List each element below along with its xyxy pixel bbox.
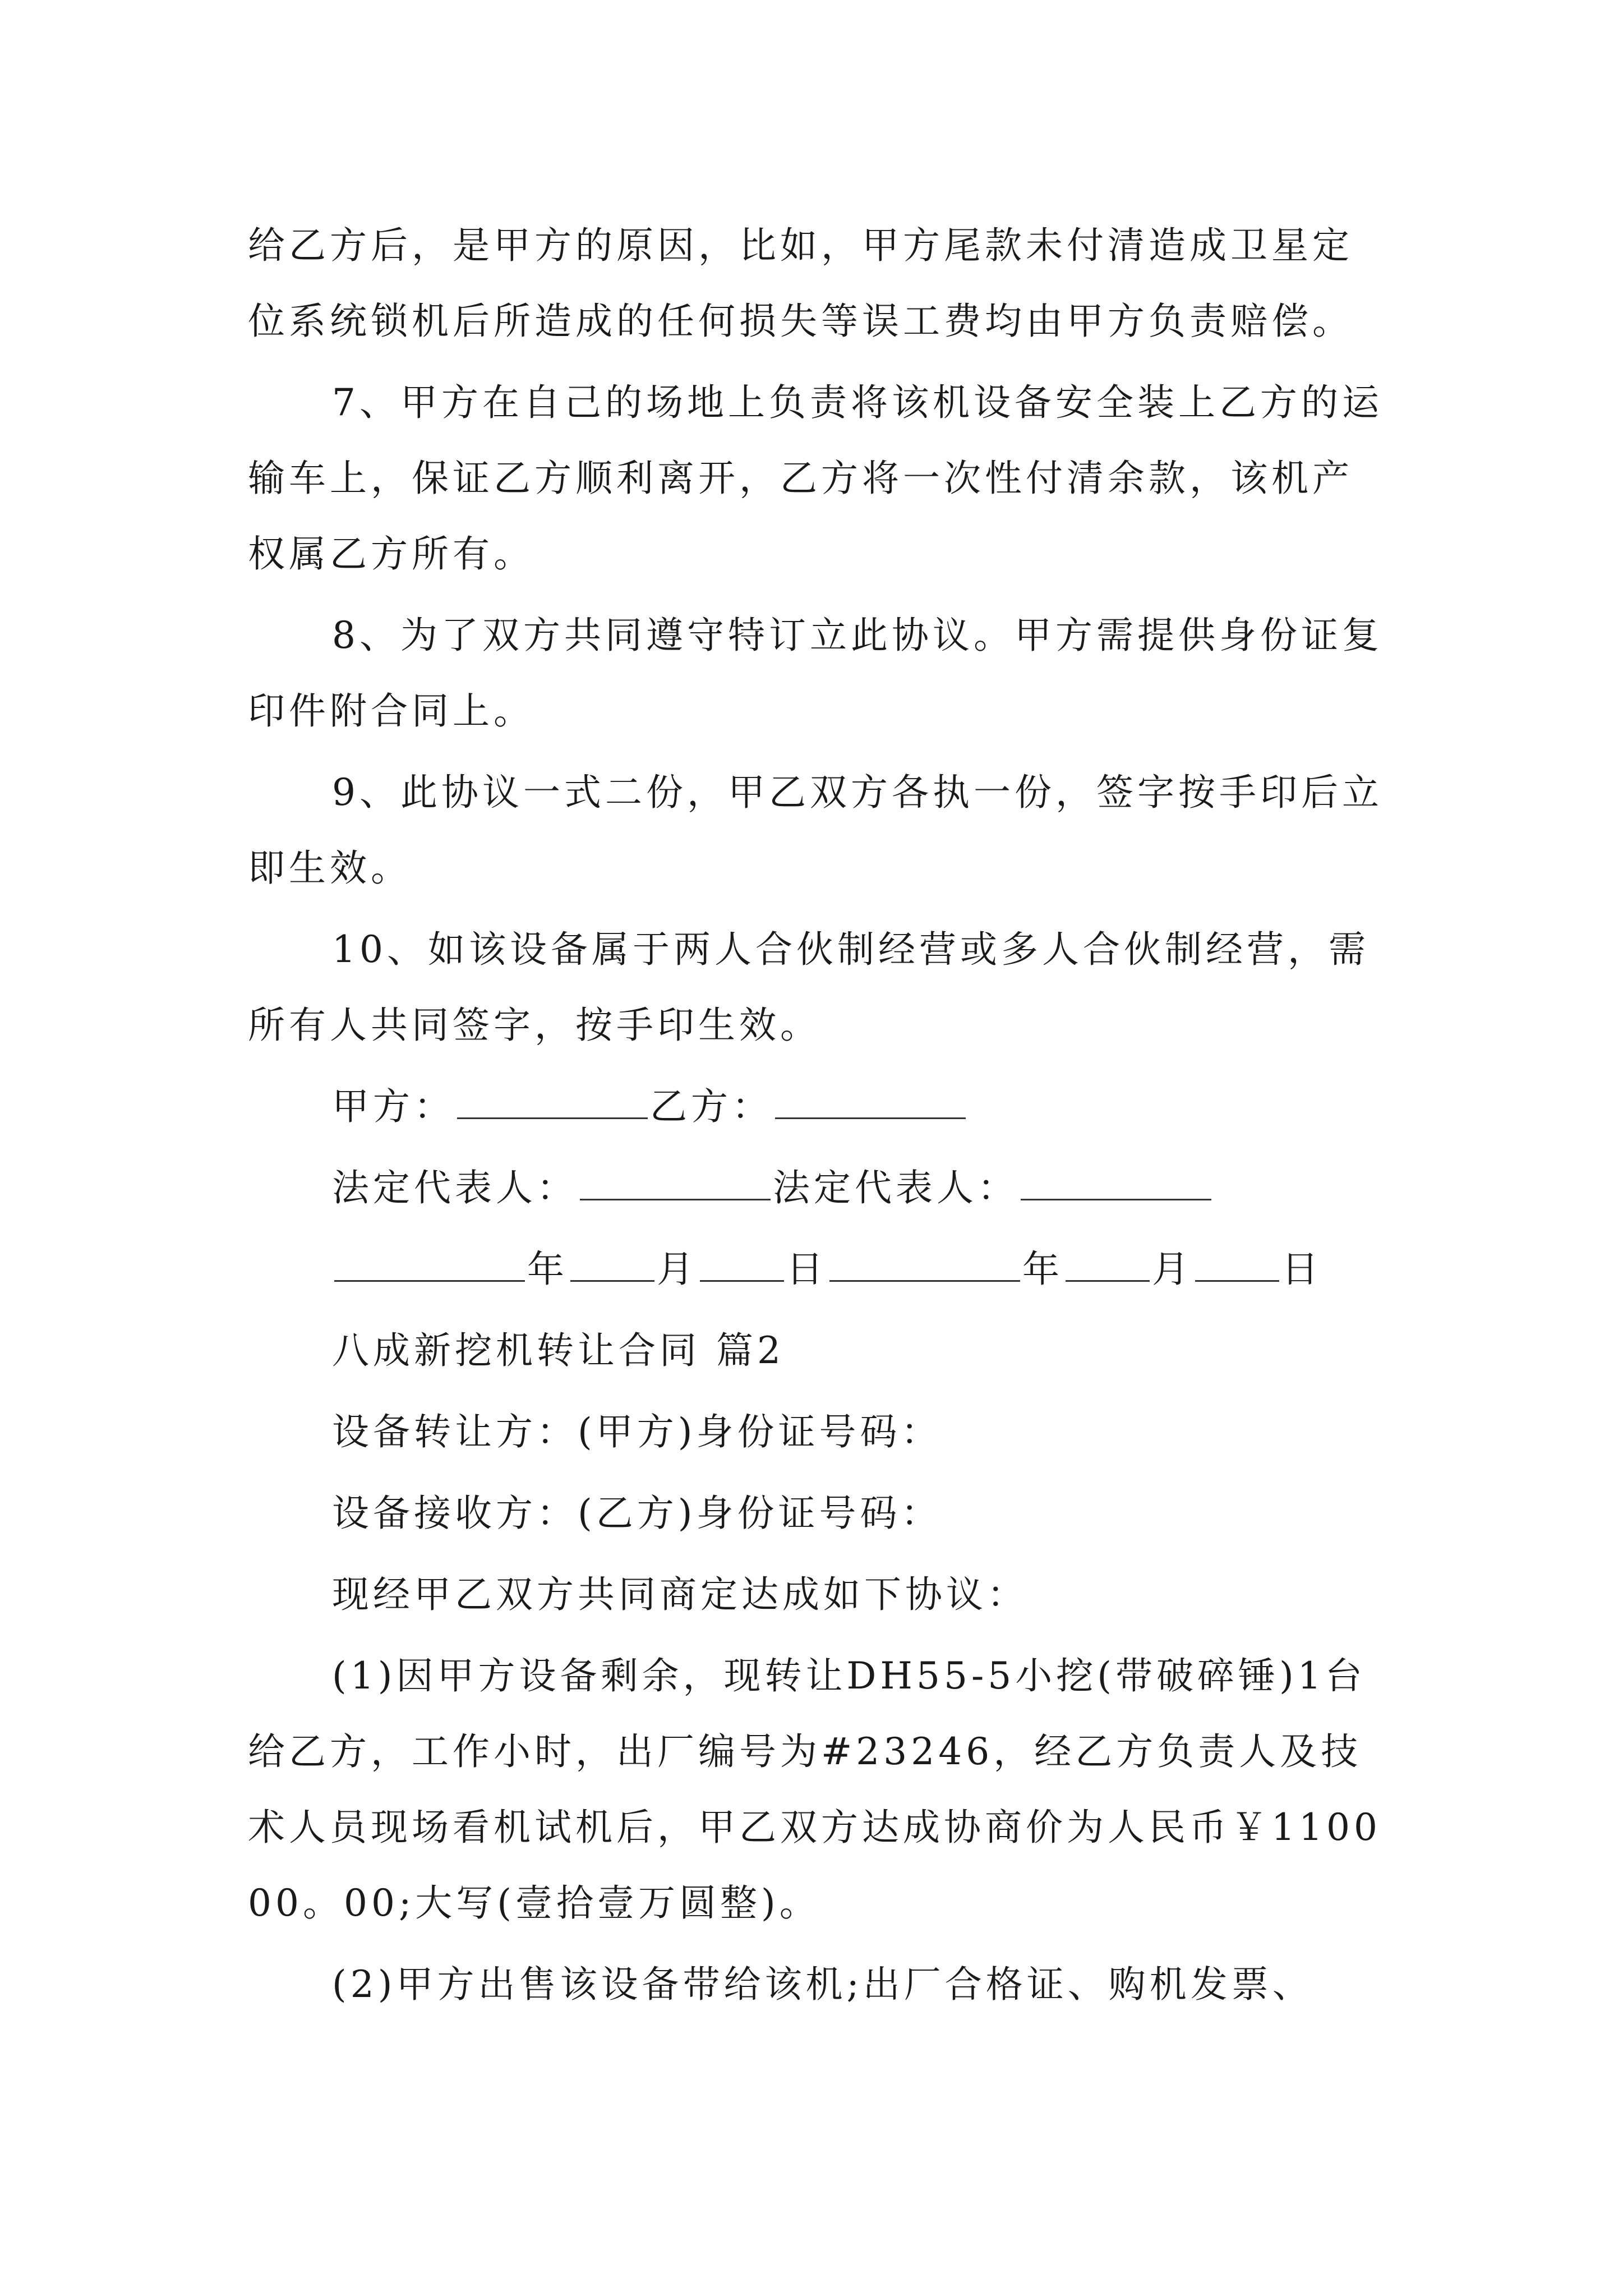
paragraph-continuation: 给乙方后，是甲方的原因，比如，甲方尾款未付清造成卫星定位系统锁机后所造成的任何损失等误工费均由甲方负责赔偿。 [248,224,1353,343]
year-a-label: 年 [527,1248,568,1291]
clause-10: 10、如该设备属于两人合伙制经营或多人合伙制经营，需所有人共同签字，按手印生效。 [248,928,1370,1047]
day-b-label: 日 [1281,1248,1322,1291]
clause-9: 9、此协议一式二份，甲乙双方各执一份，签字按手印后立即生效。 [248,771,1383,890]
date-line [248,1231,1392,1307]
rep-b-blank [1021,1162,1211,1200]
party-b-label: 乙方： [650,1085,773,1128]
month-a-label: 月 [657,1248,698,1291]
day-a-blank [700,1243,784,1282]
month-b-blank [1066,1243,1150,1282]
month-b-label: 月 [1152,1248,1193,1291]
year-b-label: 年 [1022,1248,1063,1291]
party-a-blank [457,1080,648,1119]
transferor-line: 设备转让方：(甲方)身份证号码： [332,1410,942,1453]
document-body [248,208,1392,2028]
clause-7: 7、甲方在自己的场地上负责将该机设备安全装上乙方的运输车上，保证乙方顺利离开，乙方将一次性付清余款，该机产权属乙方所有。 [248,381,1383,576]
section-2-heading: 八成新挖机转让合同 篇2 [332,1329,785,1372]
party-b-blank [775,1080,966,1119]
rep-b-label: 法定代表人： [773,1166,1018,1209]
receiver-line: 设备接收方：(乙方)身份证号码： [332,1492,942,1535]
party-a-label: 甲方： [332,1085,455,1128]
party-signature-line [248,1069,1392,1144]
item-2: (2)甲方出售该设备带给该机;出厂合格证、购机发票、 [332,1963,1313,2006]
day-a-label: 日 [786,1248,827,1291]
rep-a-blank [580,1162,771,1200]
year-a-blank [334,1243,525,1282]
agreement-intro: 现经甲乙双方共同商定达成如下协议： [332,1573,1028,1616]
month-a-blank [570,1243,654,1282]
rep-a-label: 法定代表人： [332,1166,578,1209]
clause-8: 8、为了双方共同遵守特订立此协议。甲方需提供身份证复印件附合同上。 [248,614,1383,733]
day-b-blank [1195,1243,1279,1282]
item-1: (1)因甲方设备剩余，现转让DH55-5小挖(带破碎锤)1台给乙方，工作小时，出厂编号为#23246，经乙方负责人及技术人员现场看机试机后，甲乙双方达成协商价为人民币￥110000。00;大写(壹拾壹万圆整)。 [248,1654,1381,1925]
year-b-blank [829,1243,1020,1282]
representative-signature-line [248,1150,1392,1226]
